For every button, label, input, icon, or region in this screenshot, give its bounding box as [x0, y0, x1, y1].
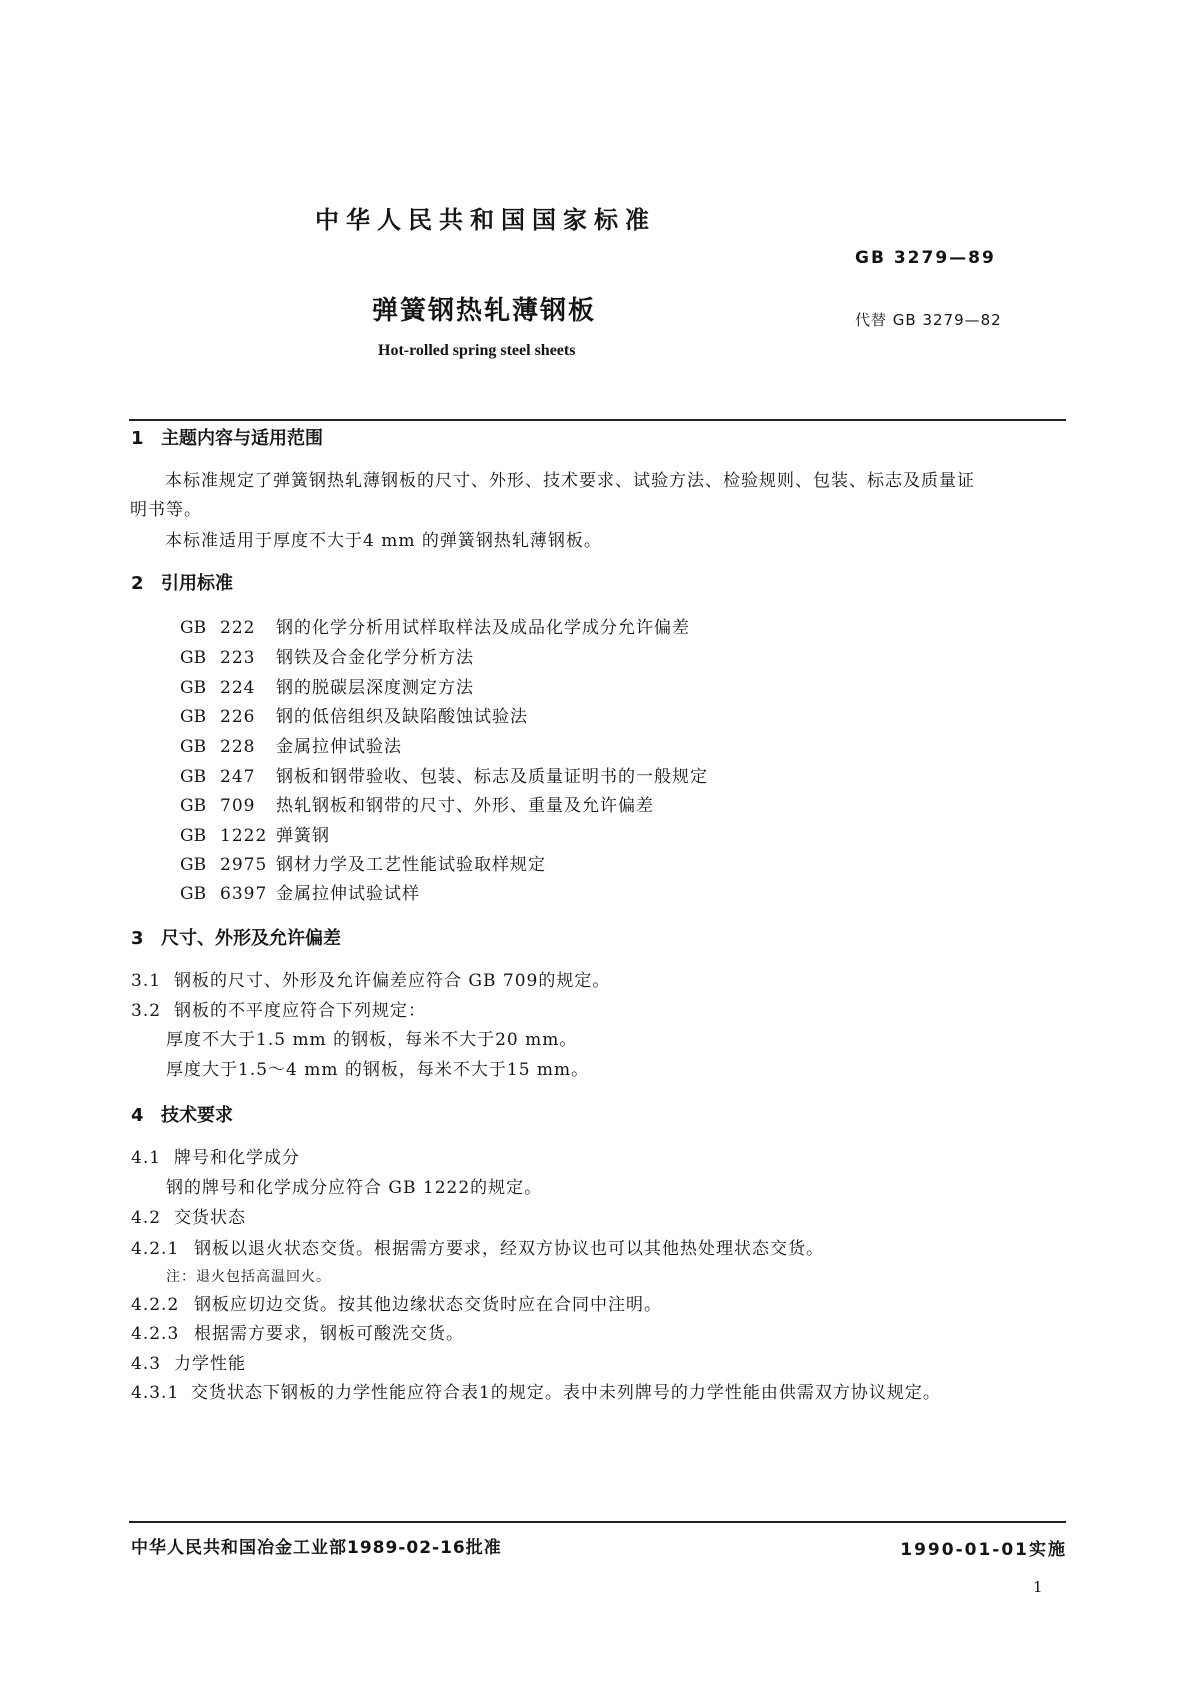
page-number: 1 [1033, 1578, 1043, 1596]
clause-4-2-3 [131, 1319, 464, 1344]
ref-code: GB [180, 826, 207, 846]
clause-text: 根据需方要求，钢板可酸洗交货。 [194, 1324, 464, 1344]
reference-item [180, 643, 474, 668]
section-1-heading [131, 424, 323, 450]
ref-number: 6397 [220, 884, 268, 904]
header-divider [129, 419, 1066, 421]
clause-number: 4.2.1 [131, 1239, 180, 1259]
clause-3-2 [131, 996, 426, 1021]
ref-code: GB [180, 648, 207, 668]
replaces-standard: 代替 GB 3279—82 [855, 311, 1002, 329]
clause-title: 交货状态 [174, 1208, 246, 1228]
ref-code: GB [180, 884, 207, 904]
clause-number: 4.2.2 [131, 1295, 180, 1315]
section-title: 引用标准 [161, 573, 233, 594]
clause-3-1 [131, 966, 610, 991]
clause-4-1 [131, 1143, 300, 1168]
clause-number: 4.3.1 [131, 1383, 180, 1403]
section-title: 尺寸、外形及允许偏差 [161, 928, 341, 949]
section-number: 3 [131, 928, 144, 949]
ref-name: 金属拉伸试验法 [276, 737, 402, 757]
clause-number: 4.3 [131, 1354, 162, 1374]
clause-3-2-item-1: 厚度不大于1.5 mm 的钢板，每米不大于20 mm。 [166, 1030, 578, 1050]
reference-item [180, 850, 546, 875]
ref-name: 钢的化学分析用试样取样法及成品化学成分允许偏差 [276, 618, 690, 638]
ref-code: GB [180, 737, 207, 757]
clause-4-2-1 [131, 1234, 824, 1259]
ref-number: 222 [220, 618, 256, 638]
national-standard-heading: 中华人民共和国国家标准 [315, 206, 656, 234]
section-number: 1 [131, 428, 144, 449]
clause-number: 4.2 [131, 1208, 162, 1228]
ref-number: 709 [220, 796, 256, 816]
section-1-paragraph-2: 本标准适用于厚度不大于4 mm 的弹簧钢热轧薄钢板。 [165, 531, 602, 551]
clause-4-3-1 [131, 1378, 941, 1403]
footer-divider [129, 1521, 1066, 1523]
section-2-heading [131, 569, 233, 595]
ref-code: GB [180, 796, 207, 816]
clause-text: 钢板的尺寸、外形及允许偏差应符合 GB 709的规定。 [174, 971, 611, 991]
approval-statement: 中华人民共和国冶金工业部1989-02-16批准 [131, 1538, 502, 1558]
reference-item [180, 879, 420, 904]
ref-name: 钢材力学及工艺性能试验取样规定 [276, 855, 546, 875]
ref-code: GB [180, 707, 207, 727]
reference-item [180, 702, 528, 727]
section-3-heading [131, 924, 341, 950]
reference-item [180, 821, 330, 846]
clause-4-2-1-note: 注：退火包括高温回火。 [166, 1269, 331, 1285]
section-number: 2 [131, 573, 144, 594]
ref-name: 钢板和钢带验收、包装、标志及质量证明书的一般规定 [276, 767, 708, 787]
reference-item [180, 791, 654, 816]
clause-title: 力学性能 [174, 1354, 246, 1374]
ref-name: 金属拉伸试验试样 [276, 884, 420, 904]
document-title-en: Hot-rolled spring steel sheets [378, 342, 576, 359]
document-title-cn: 弹簧钢热轧薄钢板 [372, 296, 597, 326]
section-title: 技术要求 [161, 1105, 233, 1126]
ref-number: 226 [220, 707, 256, 727]
clause-text: 钢板应切边交货。按其他边缘状态交货时应在合同中注明。 [194, 1295, 662, 1315]
reference-item [180, 673, 474, 698]
clause-text: 钢板的不平度应符合下列规定： [174, 1001, 426, 1021]
clause-4-3 [131, 1349, 246, 1374]
ref-code: GB [180, 767, 207, 787]
clause-4-2 [131, 1203, 246, 1228]
clause-number: 3.1 [131, 971, 162, 991]
ref-name: 弹簧钢 [276, 826, 330, 846]
clause-4-1-text: 钢的牌号和化学成分应符合 GB 1222的规定。 [166, 1178, 543, 1198]
ref-number: 223 [220, 648, 256, 668]
ref-number: 247 [220, 767, 256, 787]
clause-title: 牌号和化学成分 [174, 1148, 300, 1168]
clause-4-2-2 [131, 1290, 662, 1315]
clause-number: 4.2.3 [131, 1324, 180, 1344]
clause-number: 3.2 [131, 1001, 162, 1021]
ref-number: 1222 [220, 826, 268, 846]
reference-item [180, 762, 708, 787]
clause-text: 交货状态下钢板的力学性能应符合表1的规定。表中未列牌号的力学性能由供需双方协议规定。 [191, 1383, 941, 1403]
ref-name: 钢的低倍组织及缺陷酸蚀试验法 [276, 707, 528, 727]
section-title: 主题内容与适用范围 [161, 428, 323, 449]
ref-number: 228 [220, 737, 256, 757]
ref-number: 2975 [220, 855, 268, 875]
ref-code: GB [180, 855, 207, 875]
section-1-paragraph-1-line-1: 本标准规定了弹簧钢热轧薄钢板的尺寸、外形、技术要求、试验方法、检验规则、包装、标志及质量证 [165, 471, 975, 491]
ref-name: 钢铁及合金化学分析方法 [276, 648, 474, 668]
section-number: 4 [131, 1105, 144, 1126]
ref-code: GB [180, 678, 207, 698]
ref-code: GB [180, 618, 207, 638]
clause-3-2-item-2: 厚度大于1.5～4 mm 的钢板，每米不大于15 mm。 [166, 1060, 590, 1080]
ref-name: 钢的脱碳层深度测定方法 [276, 678, 474, 698]
ref-name: 热轧钢板和钢带的尺寸、外形、重量及允许偏差 [276, 796, 654, 816]
ref-number: 224 [220, 678, 256, 698]
section-4-heading [131, 1101, 233, 1127]
reference-item [180, 613, 690, 638]
section-1-paragraph-1-line-2: 明书等。 [130, 500, 202, 520]
standard-number: GB 3279—89 [855, 248, 996, 268]
effective-date: 1990-01-01实施 [900, 1540, 1067, 1560]
clause-text: 钢板以退火状态交货。根据需方要求，经双方协议也可以其他热处理状态交货。 [194, 1239, 824, 1259]
clause-number: 4.1 [131, 1148, 162, 1168]
reference-item [180, 732, 402, 757]
